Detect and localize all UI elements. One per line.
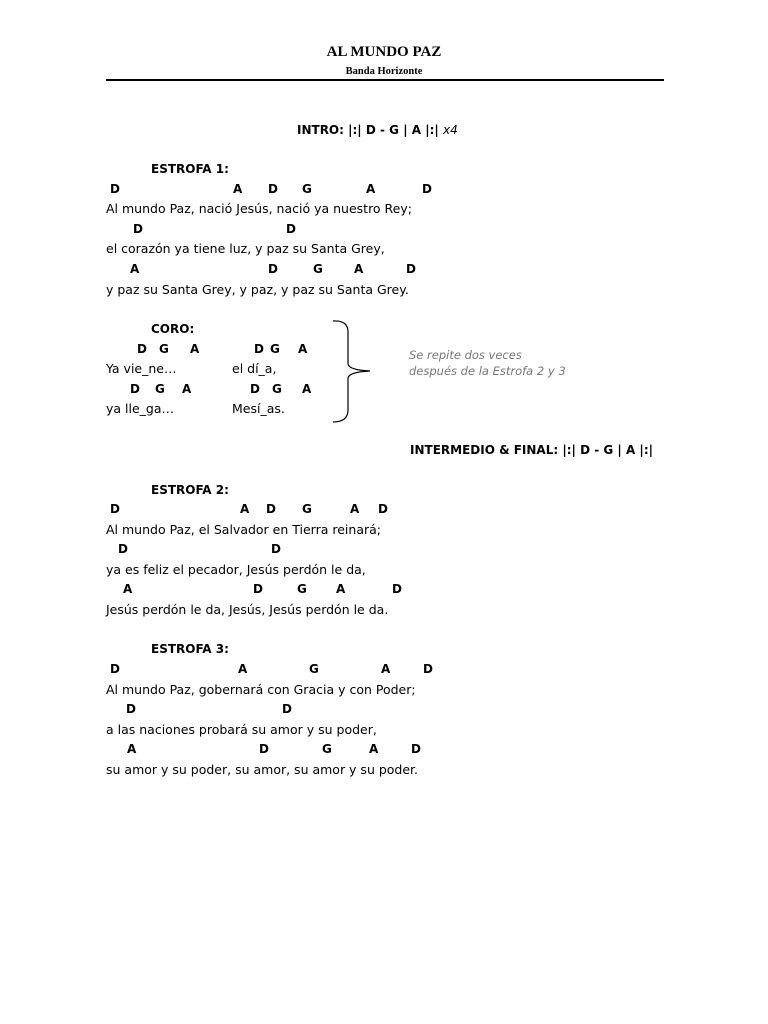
chord: D	[266, 502, 276, 516]
chord: D	[259, 742, 269, 756]
estrofa2-heading: ESTROFA 2:	[151, 483, 229, 497]
band-name: Banda Horizonte	[345, 66, 423, 77]
intro-pattern: |:| D - G | A |:|	[348, 123, 439, 137]
chord: D	[423, 662, 433, 676]
intro-line	[297, 123, 458, 137]
chord: D	[406, 262, 416, 276]
chord: A	[298, 342, 308, 356]
chord: D	[282, 702, 292, 716]
estrofa2-line3-lyric: Jesús perdón le da, Jesús, Jesús perdón le da.	[106, 602, 389, 617]
chord: A	[240, 502, 250, 516]
chord: A	[366, 182, 376, 196]
chord: A	[354, 262, 364, 276]
chord: G	[302, 182, 312, 196]
chord: D	[126, 702, 136, 716]
chord: D	[137, 342, 147, 356]
chord: D	[254, 342, 264, 356]
intro-label: INTRO:	[297, 123, 344, 137]
chord: A	[381, 662, 391, 676]
chord: G	[313, 262, 323, 276]
right-brace-icon	[328, 318, 376, 426]
intermedio-label: INTERMEDIO & FINAL:	[410, 443, 559, 457]
intermedio-pattern: |:| D - G | A |:|	[562, 443, 653, 457]
estrofa3-line2-lyric: a las naciones probará su amor y su poder,	[106, 722, 377, 737]
coro-line1-lyric-b: el dí_a,	[232, 361, 277, 376]
chord: A	[350, 502, 360, 516]
intermedio-line	[410, 443, 653, 457]
chord: D	[110, 662, 120, 676]
chord: A	[238, 662, 248, 676]
chord: G	[297, 582, 307, 596]
coro-note	[409, 347, 566, 379]
chord: D	[110, 182, 120, 196]
chord: A	[336, 582, 346, 596]
coro-note-line2: después de la Estrofa 2 y 3	[409, 364, 566, 378]
chord: A	[127, 742, 137, 756]
chord: D	[411, 742, 421, 756]
coro-line2-lyric-a: ya lle_ga…	[106, 401, 175, 416]
coro-line2-lyric-b: Mesí_as.	[232, 401, 285, 416]
header-divider	[106, 79, 664, 81]
chord: D	[378, 502, 388, 516]
estrofa1-line1-lyric: Al mundo Paz, nació Jesús, nació ya nuestro Rey;	[106, 201, 412, 216]
chord: D	[110, 502, 120, 516]
chord: G	[270, 342, 280, 356]
chord: A	[130, 262, 140, 276]
estrofa3-line3-lyric: su amor y su poder, su amor, su amor y su poder.	[106, 762, 419, 777]
estrofa3-heading: ESTROFA 3:	[151, 642, 229, 656]
chord: D	[253, 582, 263, 596]
chord: G	[302, 502, 312, 516]
chord: D	[250, 382, 260, 396]
chord: D	[392, 582, 402, 596]
estrofa2-line2-lyric: ya es feliz el pecador, Jesús perdón le da,	[106, 562, 366, 577]
chord: D	[133, 222, 143, 236]
song-title: AL MUNDO PAZ	[326, 44, 442, 60]
coro-note-line1: Se repite dos veces	[409, 348, 522, 362]
chord: D	[286, 222, 296, 236]
chord: G	[155, 382, 165, 396]
chord: D	[130, 382, 140, 396]
chord: A	[302, 382, 312, 396]
chord: A	[123, 582, 133, 596]
chord: G	[309, 662, 319, 676]
chord: G	[159, 342, 169, 356]
intro-repeat: x4	[442, 123, 458, 137]
chord: G	[322, 742, 332, 756]
chord: D	[268, 262, 278, 276]
coro-line1-lyric-a: Ya vie_ne…	[106, 361, 177, 376]
chord: A	[233, 182, 243, 196]
chord: D	[271, 542, 281, 556]
chord: D	[118, 542, 128, 556]
chord: D	[422, 182, 432, 196]
chord: G	[272, 382, 282, 396]
estrofa1-line3-lyric: y paz su Santa Grey, y paz, y paz su Santa Grey.	[106, 282, 409, 297]
chord: D	[268, 182, 278, 196]
coro-heading: CORO:	[151, 322, 195, 336]
estrofa1-heading: ESTROFA 1:	[151, 162, 229, 176]
estrofa2-line1-lyric: Al mundo Paz, el Salvador en Tierra reinará;	[106, 522, 381, 537]
estrofa1-line2-lyric: el corazón ya tiene luz, y paz su Santa Grey,	[106, 241, 385, 256]
chord: A	[369, 742, 379, 756]
chord: A	[182, 382, 192, 396]
chord: A	[190, 342, 200, 356]
estrofa3-line1-lyric: Al mundo Paz, gobernará con Gracia y con Poder;	[106, 682, 416, 697]
